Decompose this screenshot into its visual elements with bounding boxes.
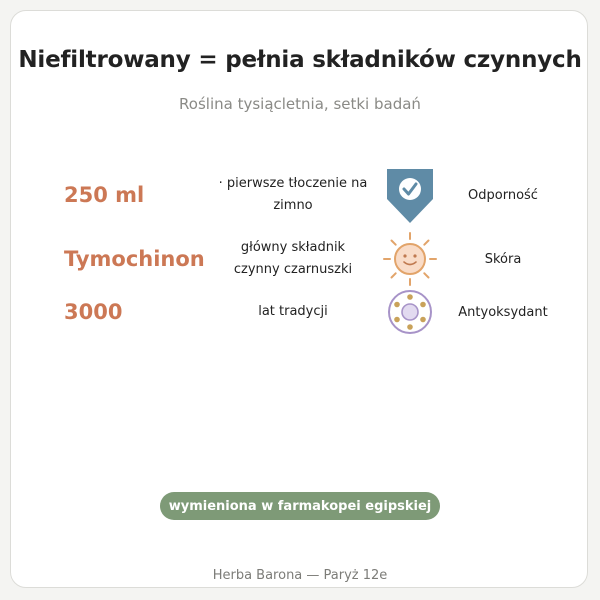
pharmacopoeia-badge: wymieniona w farmakopei egipskiej xyxy=(160,492,440,520)
footer-text: Herba Barona — Paryż 12e xyxy=(212,568,388,583)
stat-description: lat tradycji xyxy=(258,304,328,319)
benefit-label: Antyoksydant xyxy=(458,304,548,320)
benefit-label: Odporność xyxy=(468,187,538,203)
stat-description: · pierwsze tłoczenie na zimno xyxy=(218,176,368,213)
molecule-circle-icon xyxy=(378,282,442,342)
list-item xyxy=(0,282,600,342)
page-subtitle: Roślina tysiącletnia, setki badań xyxy=(179,95,421,113)
stat-value: Tymochinon xyxy=(64,247,205,271)
page-title: Niefiltrowany = pełnia składników czynnych xyxy=(18,47,582,73)
stat-value: 3000 xyxy=(64,300,123,324)
stat-value: 250 ml xyxy=(64,183,145,207)
sun-face-icon xyxy=(378,229,442,289)
medal-check-icon xyxy=(378,165,442,225)
stat-description: główny składnik czynny czarnuszki xyxy=(233,240,353,277)
benefit-label: Skóra xyxy=(484,251,522,267)
list-item xyxy=(0,229,600,289)
list-item xyxy=(0,165,600,225)
